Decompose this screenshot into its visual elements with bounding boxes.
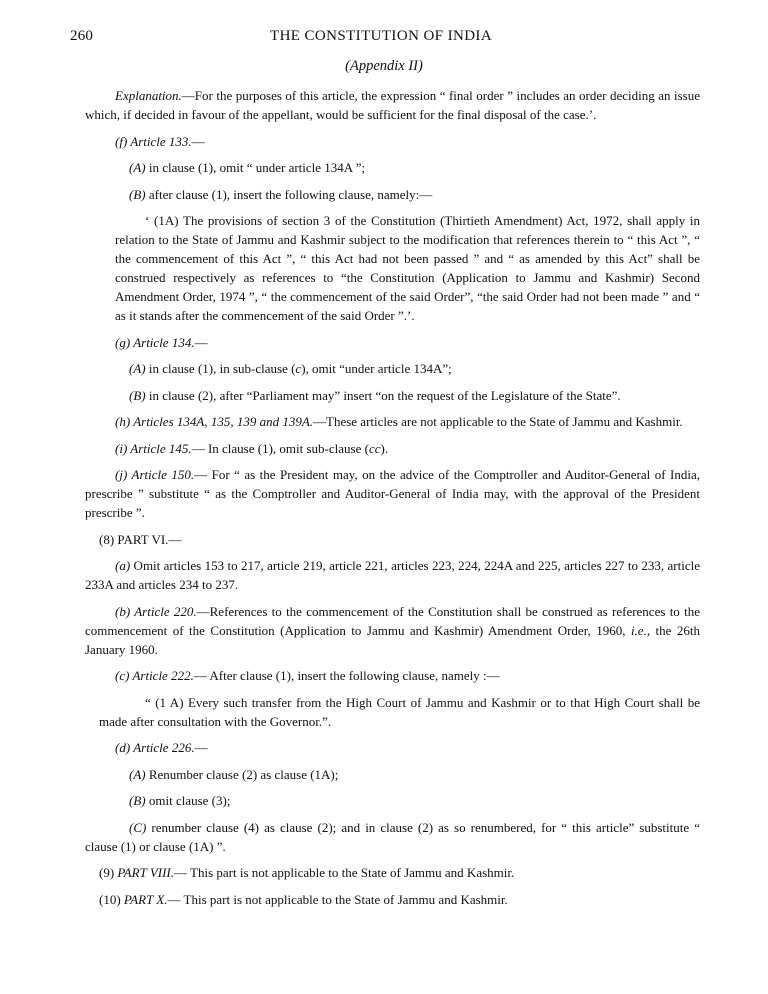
part-vi-b: (b) Article 220.—References to the commencement of the Constitution shall be construed as references to the commencement of the Constitution (Application to Jammu and Kashmir) Amendment Order, 1960, i.e., the 26th January 1960. bbox=[85, 603, 700, 657]
part-vi-a: (a) Omit articles 153 to 217, article 219, article 221, articles 223, 224, 224A and 225, articles 227 to 233, article 233A and articles 234 to 237. bbox=[85, 558, 700, 592]
clause-g-b: (B) in clause (2), after “Parliament may” insert “on the request of the Legislature of the State”. bbox=[129, 387, 621, 403]
document-body bbox=[85, 86, 700, 916]
part-vi-d-a: (A) Renumber clause (2) as clause (1A); bbox=[129, 766, 339, 782]
explanation-lead: Explanation. bbox=[115, 88, 182, 103]
part-vi-c: (c) Article 222.— After clause (1), insert the following clause, namely :— bbox=[115, 668, 500, 683]
clause-f-a: (A) in clause (1), omit “ under article 134A ”; bbox=[129, 160, 366, 175]
page-number: 260 bbox=[70, 28, 94, 44]
appendix-label: (Appendix II) bbox=[345, 58, 423, 74]
running-head-title: THE CONSTITUTION OF INDIA bbox=[270, 28, 493, 44]
clause-g-heading: (g) Article 134.— bbox=[115, 334, 208, 350]
clause-h: (h) Articles 134A, 135, 139 and 139A.—These articles are not applicable to the State of Jammu and Kashmir. bbox=[115, 414, 683, 429]
clause-f-b: (B) after clause (1), insert the following clause, namely:— bbox=[129, 186, 433, 202]
clause-g-a: (A) in clause (1), in sub-clause (c), omit “under article 134A”; bbox=[129, 361, 452, 376]
part-vi-c-quoted-clause: “ (1 A) Every such transfer from the High Court of Jammu and Kashmir or to that High Court shall be made after consultation with the Governor.”. bbox=[99, 694, 700, 729]
part-vi-d: (d) Article 226.— bbox=[115, 740, 208, 755]
clause-j: (j) Article 150.— For “ as the President may, on the advice of the Comptroller and Auditor-General of India, prescribe ” substitute “ as the Comptroller and Auditor-General of India may, with the approval of the President prescribe ”. bbox=[85, 467, 700, 520]
part-x: (10) PART X.— This part is not applicable to the State of Jammu and Kashmir. bbox=[99, 891, 508, 907]
clause-i: (i) Article 145.— In clause (1), omit sub-clause (cc). bbox=[115, 440, 389, 456]
part-vi-heading: (8) PART VI.— bbox=[99, 531, 182, 547]
clause-f-heading: (f) Article 133.— bbox=[115, 133, 205, 149]
explanation-paragraph bbox=[85, 86, 700, 124]
clause-f-quoted-clause: ‘ (1A) The provisions of section 3 of the Constitution (Thirtieth Amendment) Act, 1972, shall apply in relation to the State of Jammu and Kashmir subject to the modification that references therein to “ this Act ”, “ the commencement of this Act ”, “ this Act had not been passed ” and “ as amended by this Act” shall be construed respectively as references to “the Constitution (Application to Jammu and Kashmir) Second Amendment Order, 1974 ”, “ the commencement of the said Order”, “the said Order had not been made ” and “ as it stands after the commencement of the said Order ”.’. bbox=[115, 213, 700, 323]
part-vi-d-b: (B) omit clause (3); bbox=[129, 793, 231, 808]
part-vi-d-c: (C) renumber clause (4) as clause (2); and in clause (2) as so renumbered, for “ this article” substitute “ clause (1) or clause (1A) ”. bbox=[85, 819, 700, 854]
part-viii: (9) PART VIII.— This part is not applicable to the State of Jammu and Kashmir. bbox=[99, 865, 515, 880]
explanation-text: —For the purposes of this article, the expression “ final order ” includes an order deciding an issue which, if decided in favour of the appellant, would be sufficient for the final disposal of the case.’. bbox=[85, 88, 700, 122]
